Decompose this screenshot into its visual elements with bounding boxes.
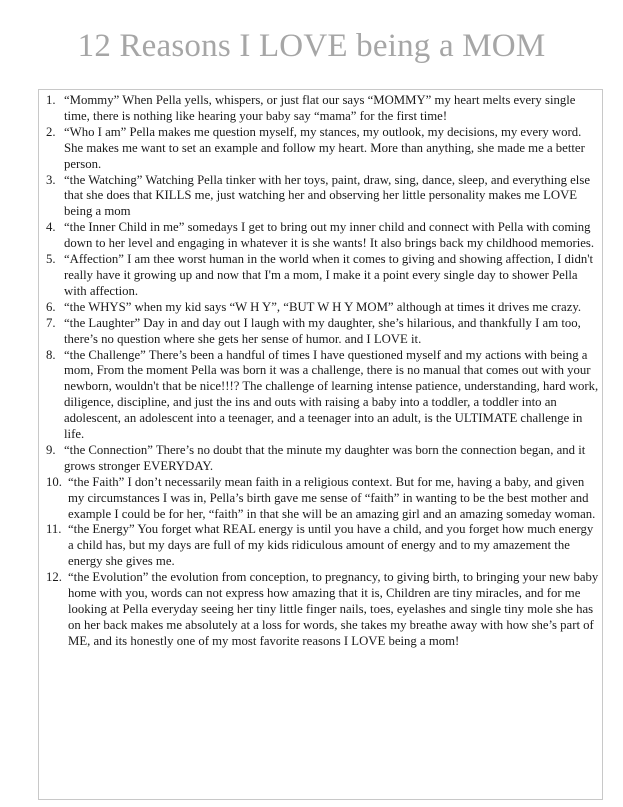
reason-item	[46, 125, 599, 173]
reason-text: “the Challenge” There’s been a handful of times I have questioned myself and my actions with being a mom, From the moment Pella was born it was a challenge, there is no manual that comes out with your newborn, wouldn't that be nice!!!? The challenge of learning intense patience, understanding, hard work, diligence, discipline, and just the ins and outs with raising a baby into a toddler, a toddler into an adolescent, an adolescent into a teenager, and a teenager into an adult, is the ULTIMATE challenge in life.	[64, 347, 599, 442]
reason-item	[46, 173, 599, 221]
reason-item	[46, 443, 599, 475]
reason-number: 2.	[46, 124, 56, 139]
reason-number: 10.	[46, 474, 62, 489]
reason-item	[46, 522, 599, 570]
reason-item	[46, 570, 599, 650]
reason-item	[46, 348, 599, 443]
reason-number: 4.	[46, 220, 56, 235]
reason-text: “Affection” I am thee worst human in the world when it comes to giving and showing affection, I didn't really have it growing up and now that I'm a mom, I make it a point every single day to shower Pella with affection.	[64, 252, 594, 298]
page-title: 12 Reasons I LOVE being a MOM	[77, 28, 546, 64]
reason-number: 6.	[46, 299, 56, 314]
reason-text: “Who I am” Pella makes me question myself, my stances, my outlook, my decisions, my every word. She makes me want to set an example and follow my heart. More than anything, she made me a better person.	[64, 124, 585, 171]
reason-number: 1.	[46, 93, 56, 107]
reason-number: 5.	[46, 252, 56, 267]
reason-number: 7.	[46, 315, 56, 330]
reason-number: 12.	[46, 570, 62, 585]
reason-text: “the Faith” I don’t necessarily mean faith in a religious context. But for me, having a baby, and given my circumstances I was in, Pella’s birth gave me sense of “faith” in wanting to be the best mother and example I could be for her, “faith” in that she will be an amazing girl and an amazing someday woman.	[68, 474, 596, 521]
reason-number: 8.	[46, 347, 56, 362]
reason-number: 11.	[46, 522, 62, 537]
reason-text: “the Evolution” the evolution from conception, to pregnancy, to giving birth, to bringing your new baby home with you, words can not express how amazing that it is, Children are tiny miracles, and for me looking at Pella everyday seeing her tiny little finger nails, toes, eyelashes and single tiny mole she has on her back makes me absolutely at a loss for words, she takes my breathe away with how she’s part of ME, and its honestly one of my most favorite reasons I LOVE being a mom!	[68, 570, 599, 648]
reason-item	[46, 316, 599, 348]
reason-text: “the Energy” You forget what REAL energy is until you have a child, and you forget how much energy a child has, but my days are full of my kids ridiculous amount of energy and to my amazement the energy she gives me.	[68, 522, 594, 569]
reason-text: “the Inner Child in me” somedays I get to bring out my inner child and connect with Pella with coming down to her level and engaging in whatever it is she wants! It also brings back my childhood memories.	[64, 220, 595, 251]
reason-text: “the Connection” There’s no doubt that the minute my daughter was born the connection began, and it grows stronger EVERYDAY.	[64, 442, 586, 473]
reason-item	[46, 220, 599, 252]
reason-item	[46, 93, 599, 125]
reason-text: “the Watching” Watching Pella tinker with her toys, paint, draw, sing, dance, sleep, and everything else that she does that KILLS me, just watching her and observing her little personality makes me LOVE being a mom	[64, 172, 590, 219]
reason-number: 3.	[46, 172, 56, 187]
reason-text: “Mommy” When Pella yells, whispers, or just flat our says “MOMMY” my heart melts every single time, there is nothing like hearing your baby say “mama” for the first time!	[64, 93, 576, 123]
reason-item	[46, 252, 599, 300]
reasons-list	[46, 93, 599, 650]
reason-text: “the Laughter” Day in and day out I laugh with my daughter, she’s hilarious, and thankfully I am too, there’s no question where she gets her sense of humor. and I LOVE it.	[64, 315, 581, 346]
reason-number: 9.	[46, 442, 56, 457]
reason-text: “the WHYS” when my kid says “W H Y”, “BUT W H Y MOM” although at times it drives me crazy.	[64, 299, 582, 314]
reason-item	[46, 300, 599, 316]
reason-item	[46, 475, 599, 523]
